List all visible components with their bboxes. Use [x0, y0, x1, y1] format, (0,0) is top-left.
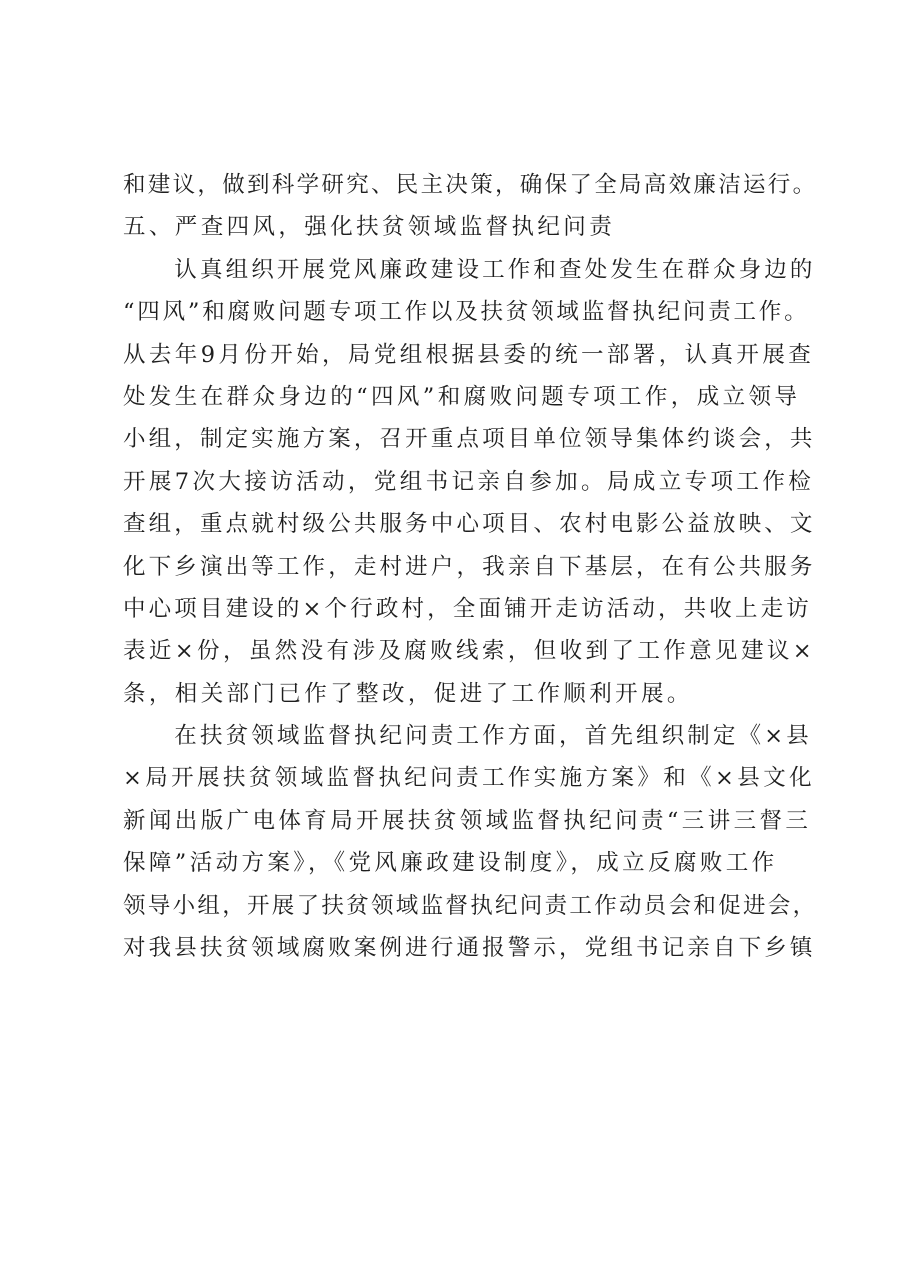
text-line: 保障”活动方案》，《党风廉政建设制度》，成立反腐败工作	[123, 850, 778, 877]
text-line: 和建议，做到科学研究、民主决策，确保了全局高效廉洁运行。	[123, 172, 818, 198]
text-line: 对我县扶贫领域腐败案例进行通报警示，党组书记亲自下乡镇	[123, 935, 816, 962]
text-line: 认真组织开展党风廉政建设工作和查处发生在群众身边的	[123, 256, 816, 283]
text-line: “四风”和腐败问题专项工作以及扶贫领域监督执纪问责工作。	[123, 299, 810, 326]
text-line: 在扶贫领域监督执纪问责工作方面，首先组织制定《×县	[123, 723, 812, 750]
text-line: 中心项目建设的×个行政村，全面铺开走访活动，共收上走访	[123, 595, 812, 622]
text-line: 开展7次大接访活动，党组书记亲自参加。局成立专项工作检	[123, 468, 815, 495]
text-line: 小组，制定实施方案，召开重点项目单位领导集体约谈会，共	[123, 426, 816, 453]
text-line: 化下乡演出等工作，走村进户，我亲自下基层，在有公共服务	[123, 553, 816, 580]
text-line: 领导小组，开展了扶贫领域监督执纪问责工作动员会和促进会，	[123, 892, 818, 919]
text-line: 处发生在群众身边的“四风”和腐败问题专项工作，成立领导	[123, 383, 801, 410]
body-text	[123, 164, 818, 969]
text-line: 从去年9月份开始，局党组根据县委的统一部署，认真开展查	[123, 341, 815, 368]
text-line: ×局开展扶贫领域监督执纪问责工作实施方案》和《×县文化	[123, 765, 816, 792]
section-heading: 五、严查四风，强化扶贫领域监督执纪问责	[123, 214, 616, 241]
text-line: 查组，重点就村级公共服务中心项目、农村电影公益放映、文	[123, 511, 816, 538]
text-line: 新闻出版广电体育局开展扶贫领域监督执纪问责“三讲三督三	[123, 807, 812, 834]
text-line: 条，相关部门已作了整改，促进了工作顺利开展。	[123, 680, 693, 707]
text-line: 表近×份，虽然没有涉及腐败线索，但收到了工作意见建议×	[123, 638, 816, 665]
